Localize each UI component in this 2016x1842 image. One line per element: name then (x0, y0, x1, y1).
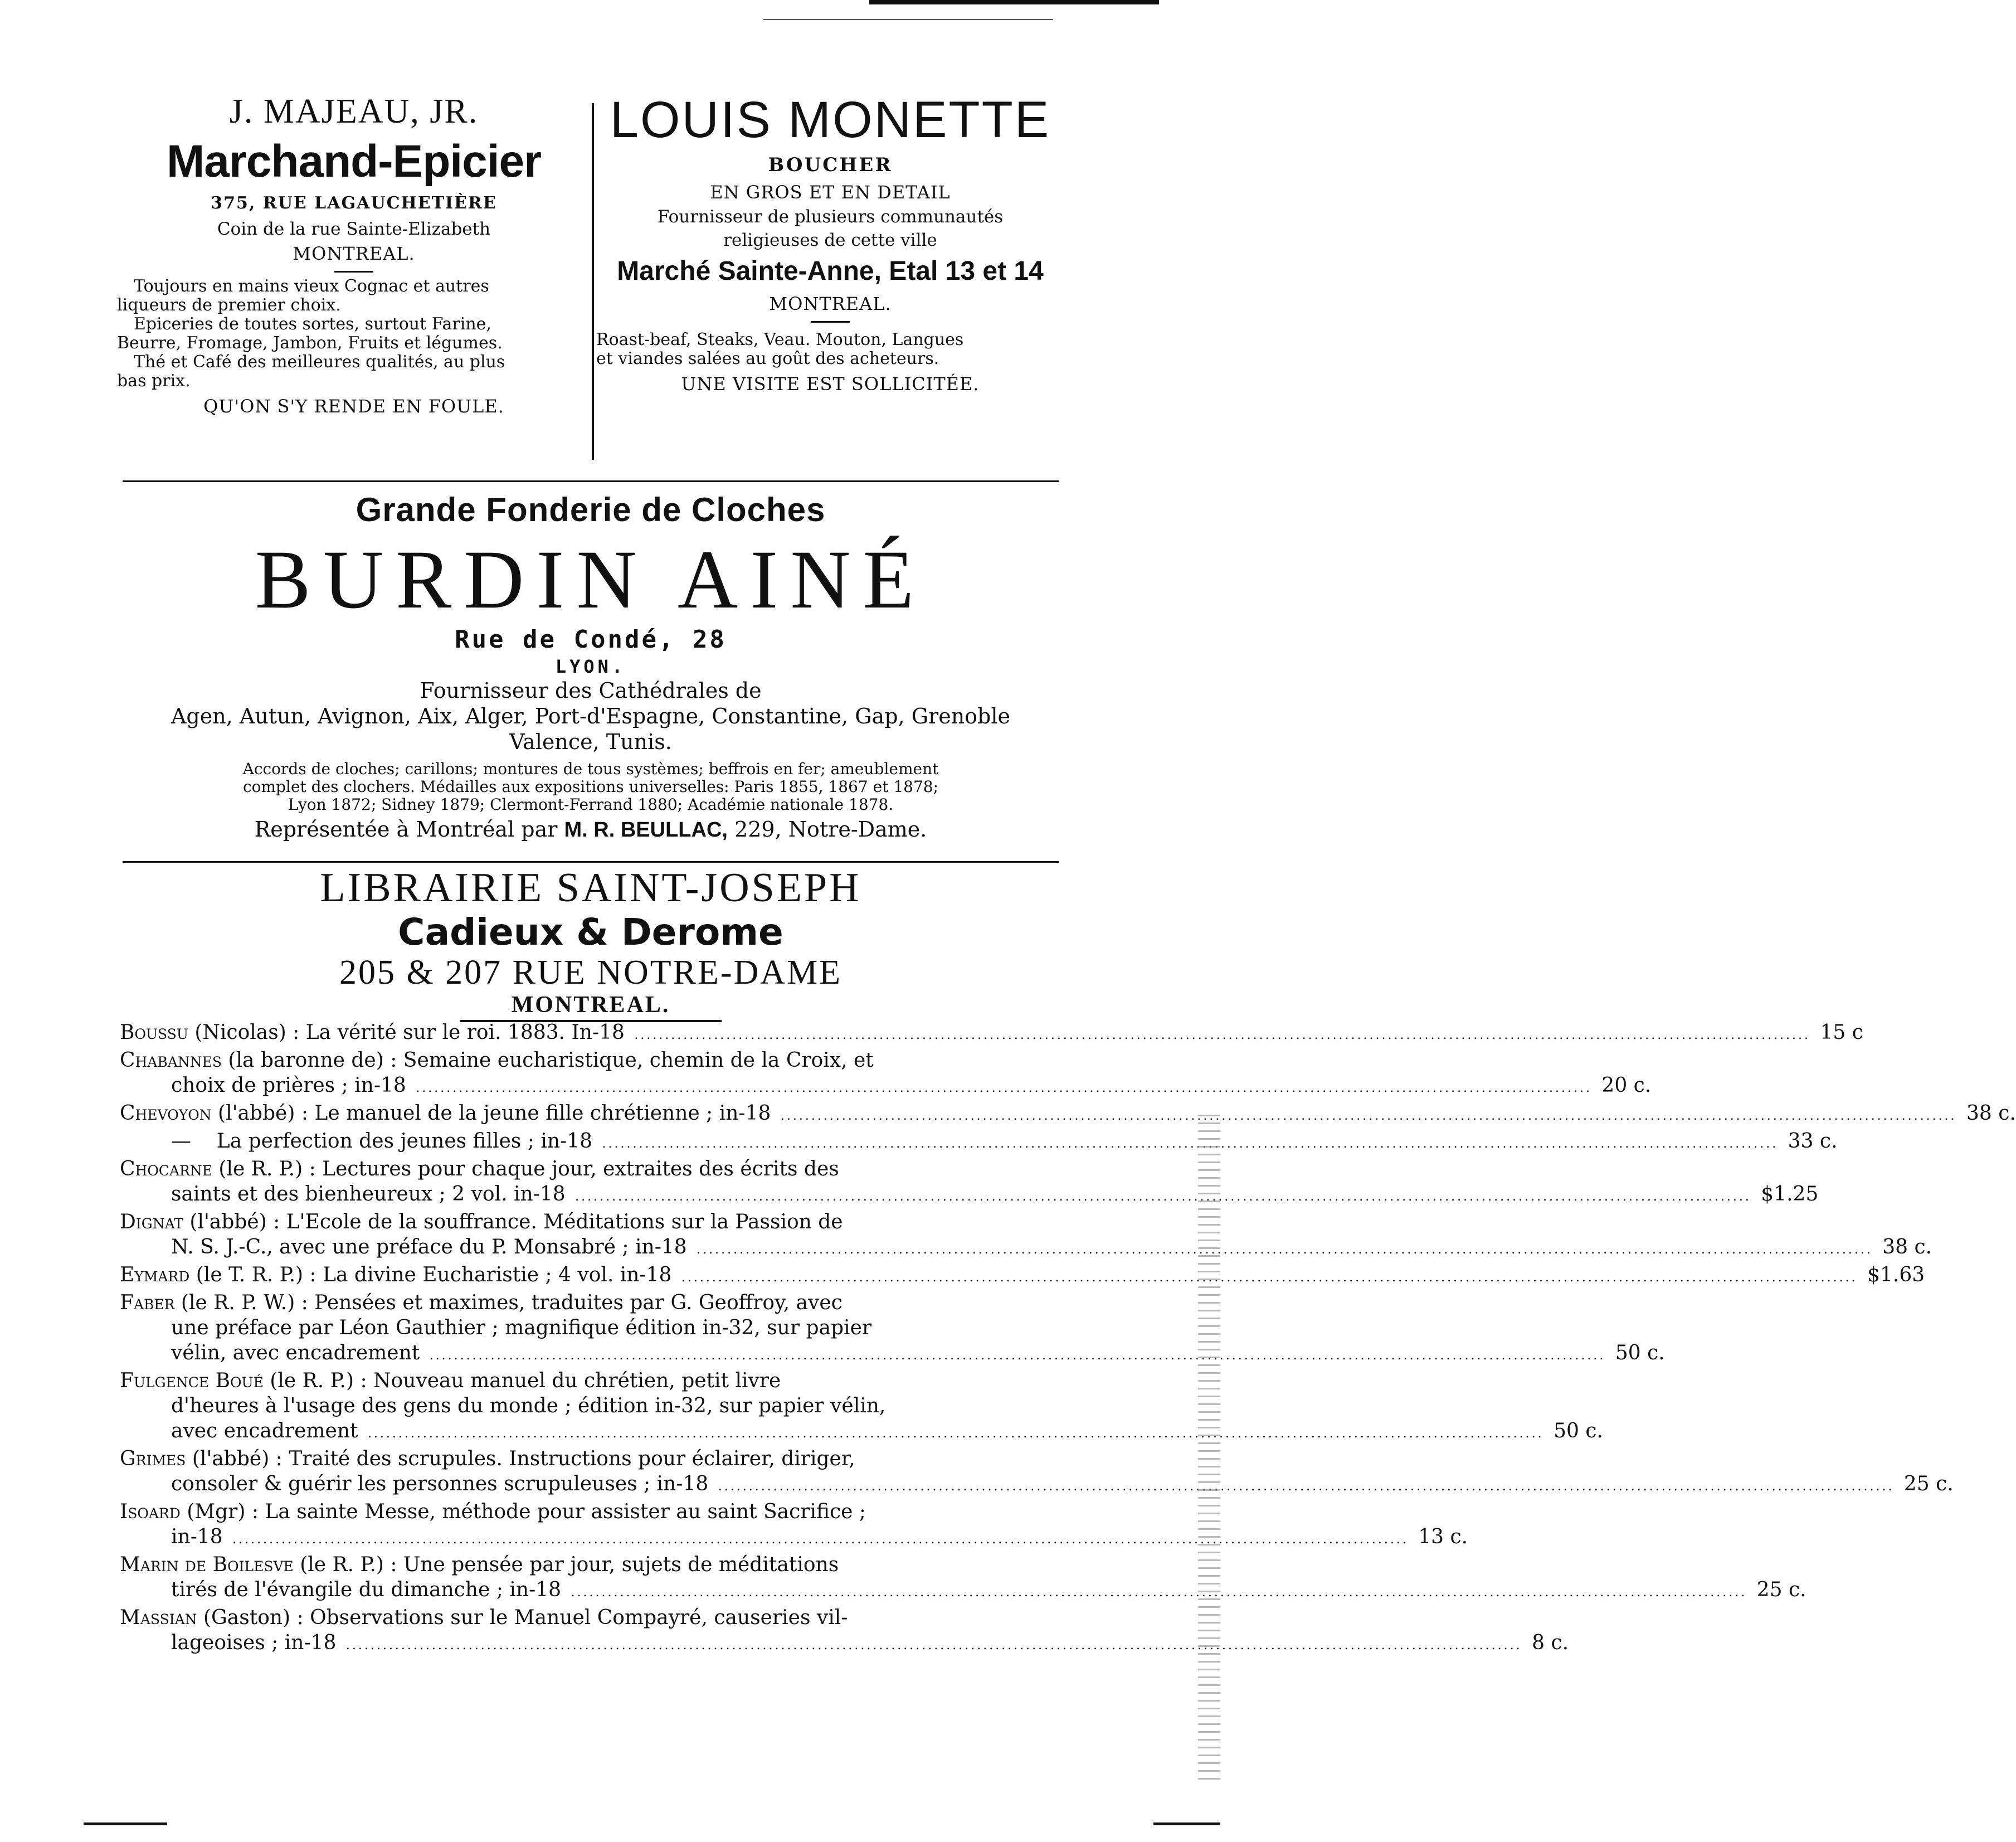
section-rule (123, 480, 1059, 482)
ad-monette-body-line: et viandes salées au goût des acheteurs. (596, 349, 939, 368)
ad-burdin-detail-line: Lyon 1872; Sidney 1879; Clermont-Ferrand 1880; Académie nationale 1878. (288, 795, 894, 814)
page-edge-mark (1153, 1822, 1220, 1825)
ad-monette-supplier-line: religieuses de cette ville (723, 230, 937, 250)
entry-author: Chabannes (120, 1049, 222, 1072)
ad-majeau-body-line: Toujours en mains vieux Cognac et autres (134, 276, 489, 296)
entry-text: (Gaston) : Observations sur le Manuel Compayré, causeries vil- (197, 1606, 848, 1629)
book-catalogue (120, 1020, 2016, 1658)
ad-monette-slogan: UNE VISITE EST SOLLICITÉE. (681, 373, 980, 395)
page-edge-line (763, 19, 1053, 20)
entry-continuation: d'heures à l'usage des gens du monde ; édition in-32, sur papier vélin, (171, 1394, 886, 1417)
entry-author: Massian (120, 1606, 197, 1629)
entry-continuation: lageoises ; in-18 (171, 1631, 337, 1654)
leader-dots (781, 1109, 1957, 1123)
entry-author: Fulgence Boué (120, 1369, 264, 1392)
ad-monette-wholesale: EN GROS ET EN DETAIL (710, 182, 951, 203)
ad-burdin-title: Grande Fonderie de Cloches (356, 491, 826, 528)
catalogue-entry (120, 1499, 1468, 1552)
leader-dots (430, 1349, 1606, 1363)
entry-price: 15 c (1820, 1021, 1863, 1044)
entry-price: 38 c. (1882, 1236, 1932, 1258)
ad-monette-name: LOUIS MONETTE (610, 91, 1051, 148)
entry-text: (l'abbé) : Traité des scrupules. Instructions pour éclairer, diriger, (186, 1447, 855, 1470)
ad-burdin-detail-line: complet des clochers. Médailles aux expositions universelles: Paris 1855, 1867 et 1878; (242, 777, 939, 796)
entry-text: (le T. R. P.) : La divine Eucharistie ; 4 vol. in-18 (189, 1263, 672, 1286)
ad-monette-supplier-line: Fournisseur de plusieurs communautés (657, 207, 1004, 227)
leader-dots (697, 1243, 1873, 1257)
column-divider (592, 103, 594, 460)
catalogue-entry (120, 1262, 1925, 1290)
entry-continuation: vélin, avec encadrement (171, 1342, 420, 1364)
leader-dots (681, 1271, 1858, 1285)
ad-monette (596, 89, 1064, 400)
leader-dots (634, 1028, 1810, 1042)
librairie-header (117, 864, 1064, 1022)
ad-majeau-city: MONTREAL. (293, 243, 415, 264)
entry-price: 33 c. (1788, 1130, 1838, 1153)
ad-majeau (117, 89, 591, 422)
entry-price: 8 c. (1532, 1631, 1569, 1654)
ad-burdin-cities-line: Valence, Tunis. (509, 730, 672, 754)
entry-text: (le R. P. W.) : Pensées et maximes, traduites par G. Geoffroy, avec (174, 1291, 843, 1314)
entry-price: $1.25 (1761, 1183, 1819, 1206)
ad-monette-city: MONTREAL. (769, 293, 892, 314)
librairie-title: LIBRAIRIE SAINT-JOSEPH (320, 865, 861, 911)
entry-continuation: avec encadrement (171, 1420, 358, 1442)
ad-burdin-city: LYON. (555, 656, 626, 677)
entry-continuation: N. S. J.-C., avec une préface du P. Monsabré ; in-18 (171, 1236, 687, 1258)
leader-dots (602, 1137, 1779, 1151)
divider (811, 321, 850, 323)
section-rule (123, 861, 1059, 863)
ad-burdin-supplier: Fournisseur des Cathédrales de (420, 678, 762, 703)
catalogue-entry (120, 1048, 1652, 1101)
entry-author: Boussu (120, 1021, 188, 1044)
entry-continuation: tirés de l'évangile du dimanche ; in-18 (171, 1578, 562, 1601)
entry-text: (la baronne de) : Semaine eucharistique, chemin de la Croix, et (221, 1049, 874, 1072)
ad-majeau-body-line: Epiceries de toutes sortes, surtout Farine, (134, 314, 491, 334)
librairie-address: 205 & 207 RUE NOTRE-DAME (339, 954, 843, 992)
entry-continuation: choix de prières ; in-18 (171, 1074, 406, 1097)
leader-dots (416, 1081, 1592, 1095)
ad-majeau-trade: Marchand-Epicier (166, 136, 542, 187)
catalogue-entry (120, 1605, 1569, 1658)
ad-monette-market: Marché Sainte-Anne, Etal 13 et 14 (617, 256, 1044, 286)
catalogue-entry (120, 1020, 1863, 1048)
entry-price: 38 c. (1966, 1102, 2016, 1125)
page-edge-mark (84, 1822, 167, 1825)
ad-burdin-representative (117, 814, 1064, 845)
entry-text: La perfection des jeunes filles ; in-18 (216, 1130, 593, 1153)
ad-majeau-body-line: Beurre, Fromage, Jambon, Fruits et légumes. (117, 333, 503, 353)
ad-burdin-name: BURDIN AINÉ (255, 533, 927, 626)
ad-burdin-rep-address: 229, Notre-Dame. (734, 817, 927, 842)
catalogue-entry (120, 1552, 1806, 1605)
librairie-firm: Cadieux & Derome (398, 911, 783, 954)
catalogue-entry (120, 1156, 1819, 1209)
entry-price: 25 c. (1756, 1578, 1806, 1601)
divider (334, 271, 373, 273)
entry-text: (l'abbé) : L'Ecole de la souffrance. Méditations sur la Passion de (183, 1211, 843, 1233)
catalogue-entry (120, 1368, 1603, 1446)
entry-price: 50 c. (1554, 1420, 1603, 1442)
ad-monette-body-line: Roast-beaf, Steaks, Veau. Mouton, Langues (596, 330, 964, 349)
leader-dots (718, 1480, 1895, 1494)
catalogue-entry (120, 1446, 1954, 1499)
ad-majeau-slogan: QU'ON S'Y RENDE EN FOULE. (203, 396, 504, 417)
ad-majeau-corner: Coin de la rue Sainte-Elizabeth (217, 219, 491, 239)
ad-burdin-rep-prefix: Représentée à Montréal par (254, 817, 558, 842)
ad-majeau-body-line: liqueurs de premier choix. (117, 295, 341, 315)
leader-dots (368, 1427, 1544, 1441)
entry-text: (le R. P.) : Nouveau manuel du chrétien, petit livre (263, 1369, 781, 1392)
top-advertisements (117, 89, 1064, 474)
entry-text: (le R. P.) : Lectures pour chaque jour, extraites des écrits des (212, 1158, 839, 1180)
ad-burdin-address: Rue de Condé, 28 (455, 625, 727, 654)
entry-author: Isoard (120, 1500, 181, 1523)
entry-text: (Nicolas) : La vérité sur le roi. 1883. In-18 (188, 1021, 625, 1044)
entry-author: Chocarne (120, 1158, 212, 1180)
entry-author: Grimes (120, 1447, 186, 1470)
ad-majeau-body-line: bas prix. (117, 371, 191, 391)
ad-burdin-rep-name: M. R. BEULLAC, (564, 818, 728, 842)
page-edge-mark (869, 0, 1159, 4)
entry-continuation: saints et des bienheureux ; 2 vol. in-18 (171, 1183, 566, 1206)
page-edge-texture (1198, 1115, 1220, 1783)
leader-dots (575, 1190, 1751, 1204)
entry-author: Chevoyon (120, 1102, 212, 1125)
entry-continuation: une préface par Léon Gauthier ; magnifique édition in-32, sur papier (171, 1316, 872, 1339)
ad-majeau-body-line: Thé et Café des meilleures qualités, au plus (134, 352, 505, 372)
entry-continuation: in-18 (171, 1525, 223, 1548)
leader-dots (232, 1533, 1409, 1547)
entry-author: Dignat (120, 1211, 183, 1233)
entry-text: (Mgr) : La sainte Messe, méthode pour assister au saint Sacrifice ; (180, 1500, 866, 1523)
ad-majeau-name: J. MAJEAU, JR. (229, 93, 479, 130)
ad-burdin-detail-line: Accords de cloches; carillons; montures de tous systèmes; beffrois en fer; ameublement (242, 760, 939, 778)
entry-author: Faber (120, 1291, 175, 1314)
librairie-city: MONTREAL. (511, 992, 670, 1018)
entry-author: Eymard (120, 1263, 190, 1286)
catalogue-entry (120, 1290, 1665, 1368)
ditto-dash: — (171, 1130, 191, 1153)
entry-price: 50 c. (1615, 1342, 1665, 1364)
ad-majeau-street: 375, RUE LAGAUCHETIÈRE (211, 193, 497, 213)
leader-dots (346, 1639, 1522, 1653)
leader-dots (571, 1586, 1747, 1600)
catalogue-entry (120, 1101, 2016, 1129)
entry-text: (l'abbé) : Le manuel de la jeune fille chrétienne ; in-18 (211, 1102, 771, 1125)
ad-burdin (117, 485, 1064, 845)
catalogue-entry (120, 1209, 1932, 1262)
entry-price: 13 c. (1418, 1525, 1468, 1548)
catalogue-entry (120, 1129, 1838, 1156)
entry-price: 25 c. (1903, 1472, 1954, 1495)
entry-text: (le R. P.) : Une pensée par jour, sujets de méditations (293, 1553, 839, 1576)
ad-burdin-cities-line: Agen, Autun, Avignon, Aix, Alger, Port-d'Espagne, Constantine, Gap, Grenoble (171, 704, 1011, 728)
ad-monette-trade: BOUCHER (768, 154, 893, 176)
entry-continuation: consoler & guérir les personnes scrupuleuses ; in-18 (171, 1472, 709, 1495)
entry-price: $1.63 (1867, 1263, 1925, 1286)
entry-price: 20 c. (1601, 1074, 1652, 1097)
entry-author: Marin de Boilesve (120, 1553, 294, 1576)
